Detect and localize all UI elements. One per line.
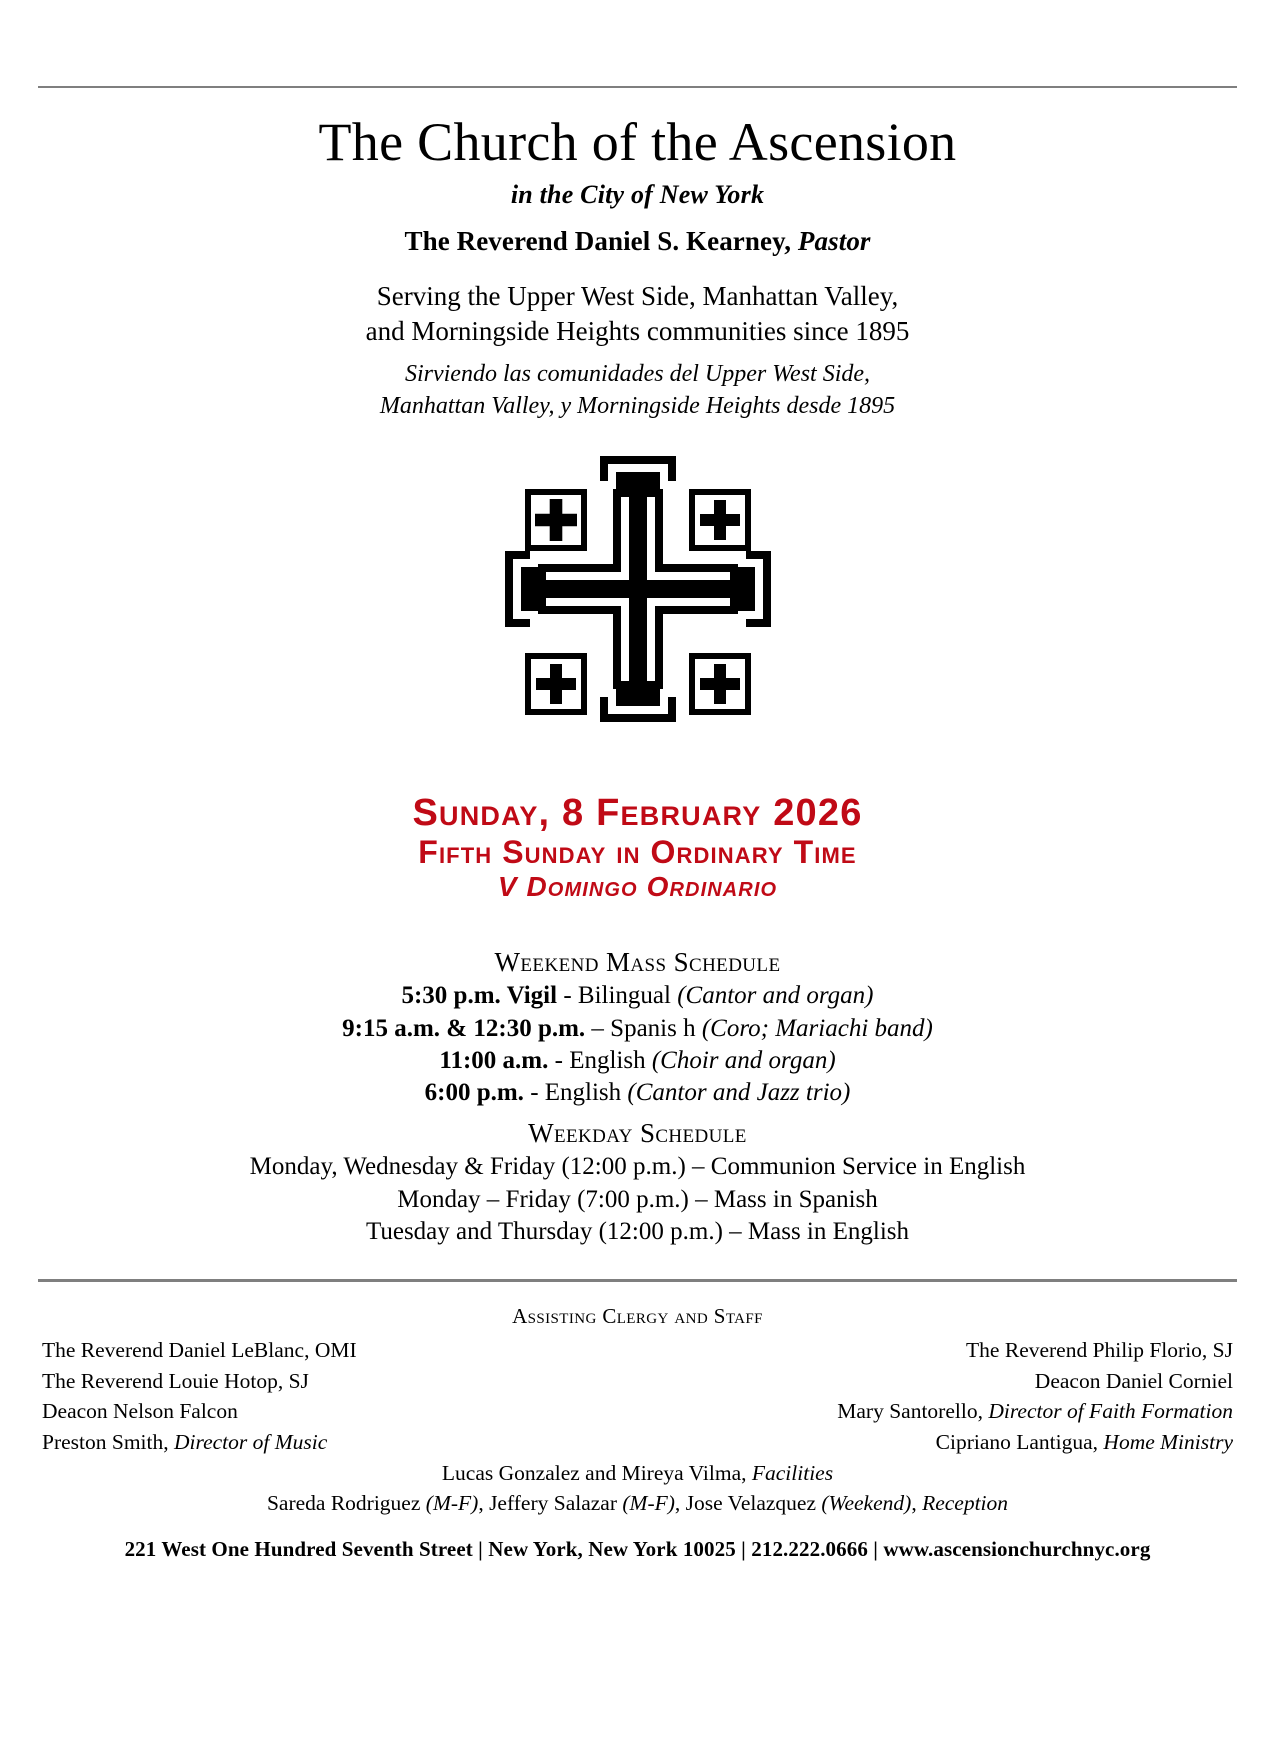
staff-right: [837, 1396, 1233, 1427]
staff-name: Mary Santorello,: [837, 1399, 983, 1424]
staff-name: Preston Smith,: [42, 1429, 169, 1454]
staff-row-reception: [38, 1488, 1237, 1519]
mass-separator: -: [548, 1046, 570, 1074]
pastor-role: Pastor: [797, 226, 871, 257]
mass-row: [38, 1013, 1237, 1045]
staff-left: [42, 1427, 327, 1458]
mass-music: (Cantor and Jazz trio): [627, 1079, 851, 1107]
serving-statement: [38, 279, 1237, 349]
staff-name: Deacon Daniel Corniel: [1034, 1368, 1233, 1393]
staff-hours-2: (M-F): [622, 1491, 675, 1516]
mass-language: English: [544, 1079, 622, 1107]
staff-row: [38, 1335, 1237, 1366]
liturgical-season-es: V Domingo Ordinario: [497, 870, 778, 902]
staff-left: [42, 1396, 238, 1427]
date-heading-block: [38, 792, 1237, 903]
staff-divider: [38, 1279, 1237, 1282]
serving-line-1: Serving the Upper West Side, Manhattan Valley,: [376, 281, 899, 312]
staff-left: [42, 1335, 357, 1366]
serving-line-2: and Morningside Heights communities since 1895: [365, 316, 910, 347]
mass-separator: -: [523, 1079, 545, 1107]
staff-right: [966, 1335, 1233, 1366]
staff-row: [38, 1427, 1237, 1458]
mass-time: 11:00 a.m.: [439, 1046, 549, 1074]
mass-time: 5:30 p.m. Vigil: [401, 982, 558, 1010]
staff-name: Lucas Gonzalez and Mireya Vilma,: [441, 1460, 747, 1485]
weekday-row: Monday, Wednesday & Friday (12:00 p.m.) – Communion Service in English: [249, 1153, 1026, 1181]
staff-name: Deacon Nelson Falcon: [42, 1399, 238, 1424]
jerusalem-cross-icon: [488, 452, 788, 752]
staff-section: [38, 1304, 1237, 1562]
city-subtitle: in the City of New York: [510, 180, 765, 210]
staff-name-3: , Jose Velazquez: [674, 1491, 822, 1516]
serving-statement-spanish: [38, 359, 1237, 421]
staff-right: [1035, 1366, 1233, 1397]
staff-right: [936, 1427, 1233, 1458]
weekend-schedule-heading: Weekend Mass Schedule: [494, 947, 781, 978]
mass-time: 9:15 a.m. & 12:30 p.m.: [342, 1014, 586, 1042]
staff-name: The Reverend Philip Florio, SJ: [966, 1337, 1233, 1362]
liturgical-date: Sunday, 8 February 2026: [412, 791, 863, 834]
serving-es-line-1: Sirviendo las comunidades del Upper West Side,: [404, 361, 871, 388]
mass-language: Spanis h: [610, 1014, 696, 1042]
staff-row-facilities: [38, 1458, 1237, 1489]
staff-left: [42, 1366, 309, 1397]
staff-name: The Reverend Louie Hotop, SJ: [42, 1368, 309, 1393]
mass-schedule-section: [38, 947, 1237, 1249]
staff-title: Facilities: [751, 1460, 834, 1485]
mass-row: [38, 1045, 1237, 1077]
staff-hours-1: (M-F): [425, 1491, 479, 1516]
staff-name: Cipriano Lantigua,: [935, 1429, 1099, 1454]
mass-row: [38, 1077, 1237, 1109]
mass-music: (Coro; Mariachi band): [701, 1014, 933, 1042]
staff-row: [38, 1366, 1237, 1397]
staff-sep: ,: [911, 1491, 923, 1516]
staff-name-2: , Jeffery Salazar: [478, 1491, 623, 1516]
mass-time: 6:00 p.m.: [424, 1079, 524, 1107]
masthead: [38, 114, 1237, 422]
weekday-schedule-heading: Weekday Schedule: [528, 1118, 747, 1149]
staff-title: Director of Music: [174, 1429, 328, 1454]
mass-language: Bilingual: [577, 982, 671, 1010]
staff-name-1: Sareda Rodriguez: [266, 1491, 426, 1516]
mass-music: (Cantor and organ): [677, 982, 874, 1010]
staff-heading: Assisting Clergy and Staff: [512, 1303, 763, 1328]
pastor-line: [38, 226, 1237, 257]
mass-language: English: [569, 1046, 646, 1074]
mass-separator: –: [585, 1014, 611, 1042]
emblem-container: [38, 452, 1237, 752]
staff-title: Director of Faith Formation: [988, 1399, 1233, 1424]
mass-music: (Choir and organ): [651, 1046, 836, 1074]
top-divider: [38, 86, 1237, 88]
staff-row: [38, 1396, 1237, 1427]
footer-address: 221 West One Hundred Seventh Street | New York, New York 10025 | 212.222.0666 | www.ascensionchurchnyc.org: [124, 1537, 1151, 1562]
weekday-row: Tuesday and Thursday (12:00 p.m.) – Mass in English: [365, 1218, 910, 1246]
liturgical-season-en: Fifth Sunday in Ordinary Time: [418, 834, 857, 871]
bulletin-page: [0, 86, 1275, 1737]
staff-hours-3: (Weekend): [821, 1491, 912, 1516]
mass-row: [38, 980, 1237, 1012]
page-title: The Church of the Ascension: [318, 112, 957, 172]
staff-role: Reception: [922, 1491, 1009, 1516]
mass-separator: -: [557, 982, 578, 1010]
staff-title: Home Ministry: [1103, 1429, 1233, 1454]
staff-name: The Reverend Daniel LeBlanc, OMI: [42, 1337, 357, 1362]
weekday-row: Monday – Friday (7:00 p.m.) – Mass in Spanish: [397, 1185, 878, 1213]
pastor-name: The Reverend Daniel S. Kearney,: [404, 226, 792, 257]
serving-es-line-2: Manhattan Valley, y Morningside Heights desde 1895: [379, 392, 896, 419]
